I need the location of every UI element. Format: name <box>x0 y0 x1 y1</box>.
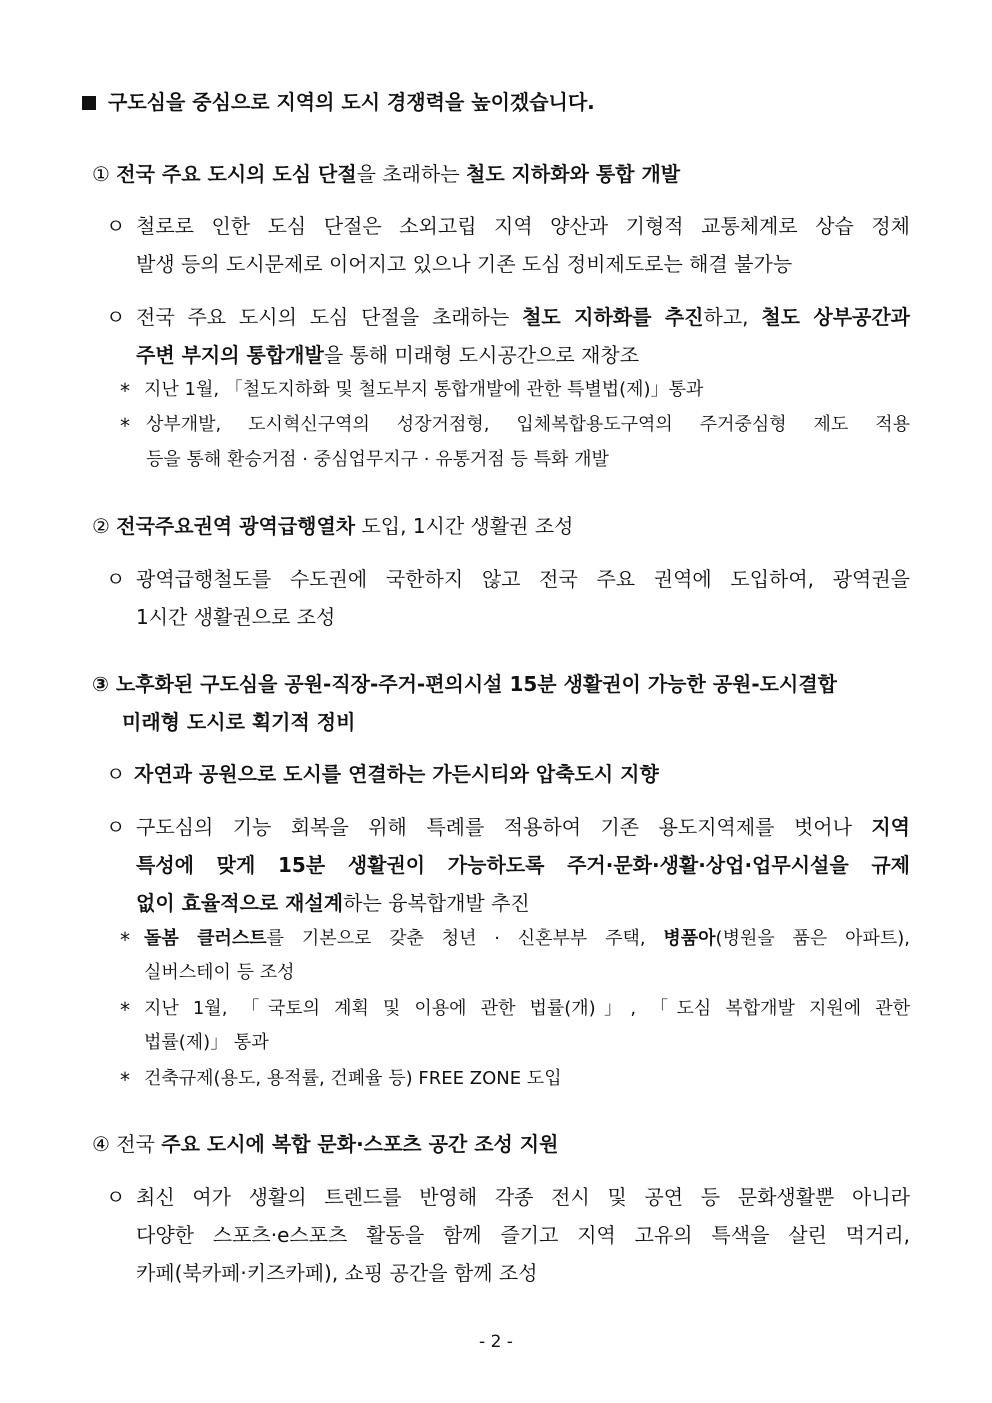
s3-note2-line1: 지난 1월, 「국토의 계획 및 이용에 관한 법률(개)」, 「도심 복합개발 지원에 관한 <box>144 998 910 1019</box>
circle-bullet-icon: ㅇ <box>106 815 126 839</box>
s3-bullet2-line2: 특성에 맞게 15분 생활권이 가능하도록 주거·문화·생활·상업·업무시설을 규제 <box>136 853 910 877</box>
section-1-title: ① 전국 주요 도시의 도심 단절을 초래하는 철도 지하화와 통합 개발 <box>92 162 681 186</box>
s2-bullet1-line1: 광역급행철도를 수도권에 국한하지 않고 전국 주요 권역에 도입하여, 광역권을 <box>136 567 910 591</box>
section-2-title: ② 전국주요권역 광역급행열차 도입, 1시간 생활권 조성 <box>92 514 574 538</box>
circle-bullet-icon: ㅇ <box>106 214 126 238</box>
circle-bullet-icon: ㅇ <box>106 1185 126 1209</box>
asterisk-icon: * <box>120 379 130 403</box>
s4-bullet1-line2: 다양한 스포츠·e스포츠 활동을 함께 즐기고 지역 고유의 특색을 살린 먹거리, <box>136 1223 910 1247</box>
s1-bullet2-line2: 주변 부지의 통합개발을 통해 미래형 도시공간으로 재창조 <box>136 343 640 367</box>
s3-note1-line1: 돌봄 클러스트를 기본으로 갖춘 청년 · 신혼부부 주택, 병품아(병원을 품은 아파트), <box>144 928 910 949</box>
section-3-title-line1: ③ 노후화된 구도심을 공원-직장-주거-편의시설 15분 생활권이 가능한 공원-도시결합 <box>92 672 837 696</box>
asterisk-icon: * <box>120 1068 130 1092</box>
s3-bullet2-line3: 없이 효율적으로 재설계하는 융복합개발 추진 <box>136 891 530 915</box>
s3-bullet2-line1: 구도심의 기능 회복을 위해 특례를 적용하여 기존 용도지역제를 벗어나 지역 <box>136 815 910 839</box>
s3-note3: 건축규제(용도, 용적률, 건폐율 등) FREE ZONE 도입 <box>144 1068 562 1089</box>
asterisk-icon: * <box>120 928 130 952</box>
asterisk-icon: * <box>120 414 130 438</box>
s1-note1: 지난 1월, 「철도지하화 및 철도부지 통합개발에 관한 특별법(제)」통과 <box>144 379 704 400</box>
s3-note1-line2: 실버스테이 등 조성 <box>144 962 295 983</box>
s1-bullet1-line1: 철로로 인한 도심 단절은 소외고립 지역 양산과 기형적 교통체계로 상습 정체 <box>136 214 910 238</box>
circle-bullet-icon: ㅇ <box>106 762 126 786</box>
circle-bullet-icon: ㅇ <box>106 305 126 329</box>
s4-bullet1-line3: 카페(북카페·키즈카페), 쇼핑 공간을 함께 조성 <box>136 1261 538 1285</box>
s1-note2-line2: 등을 통해 환승거점 · 중심업무지구 · 유통거점 등 특화 개발 <box>146 449 609 470</box>
s1-bullet1-line2: 발생 등의 도시문제로 이어지고 있으나 기존 도심 정비제도로는 해결 불가능 <box>136 252 793 276</box>
s3-note2-line2: 법률(제)」 통과 <box>144 1032 269 1053</box>
s4-bullet1-line1: 최신 여가 생활의 트렌드를 반영해 각종 전시 및 공연 등 문화생활뿐 아니라 <box>136 1185 910 1209</box>
section-4-title: ④ 전국 주요 도시에 복합 문화·스포츠 공간 조성 지원 <box>92 1132 559 1156</box>
s2-bullet1-line2: 1시간 생활권으로 조성 <box>136 605 336 629</box>
asterisk-icon: * <box>120 998 130 1022</box>
square-bullet-icon <box>82 96 96 110</box>
page-number: - 2 - <box>479 1332 513 1352</box>
s3-bullet1: 자연과 공원으로 도시를 연결하는 가든시티와 압축도시 지향 <box>134 762 659 786</box>
section-3-title-line2: 미래형 도시로 획기적 정비 <box>122 710 356 734</box>
s1-note2-line1: 상부개발, 도시혁신구역의 성장거점형, 입체복합용도구역의 주거중심형 제도 적용 <box>146 414 910 435</box>
circle-bullet-icon: ㅇ <box>106 567 126 591</box>
page-heading: 구도심을 중심으로 지역의 도시 경쟁력을 높이겠습니다. <box>82 88 595 116</box>
s1-bullet2-line1: 전국 주요 도시의 도심 단절을 초래하는 철도 지하화를 추진하고, 철도 상부공간과 <box>136 305 910 329</box>
